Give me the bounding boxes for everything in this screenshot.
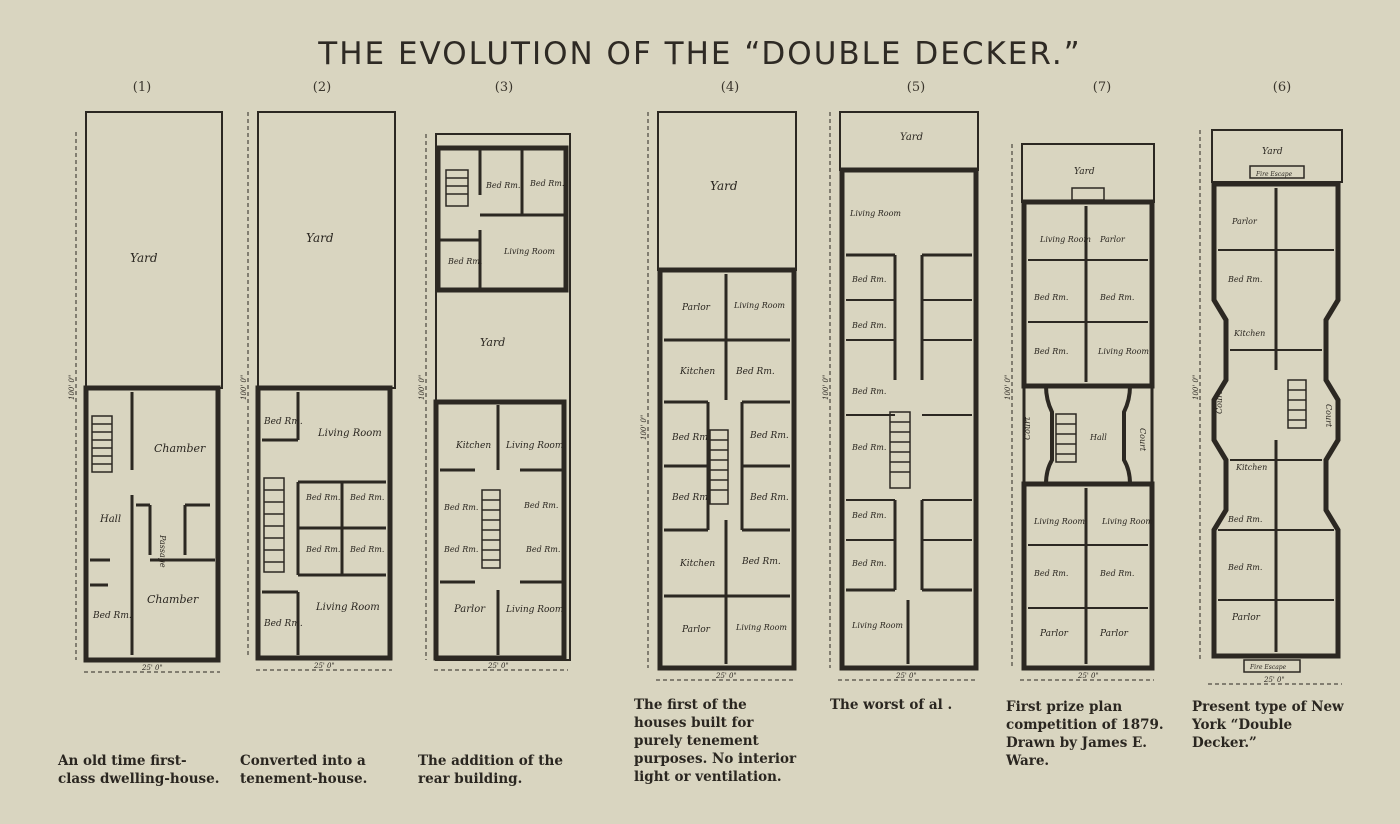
label-parlor: Parlor xyxy=(682,625,710,635)
label-kitchen: Kitchen xyxy=(680,367,716,377)
label-court: Court xyxy=(1324,404,1333,428)
caption-plan-1: An old time first-class dwelling-house. xyxy=(58,753,220,787)
label-yard: Yard xyxy=(306,231,334,245)
label-parlor: Parlor xyxy=(454,604,486,615)
room-labels xyxy=(92,132,1333,671)
caption-plan-7: First prize plan competition of 1879. Drawn by James E. Ware. xyxy=(1006,699,1164,769)
label-bed-rm: Bed Rm. xyxy=(852,559,887,568)
plan-number-4: (4) xyxy=(720,80,740,95)
plan-number-3: (3) xyxy=(494,80,514,95)
label-bed-rm: Bed Rm. xyxy=(444,545,479,554)
label-bed-rm: Bed Rm. xyxy=(350,545,385,554)
label-kitchen: Kitchen xyxy=(680,559,716,569)
label-bed-rm: Bed Rm. xyxy=(1100,293,1135,302)
label-parlor: Parlor xyxy=(1232,613,1260,623)
label-bed-rm: Bed Rm. xyxy=(448,257,483,266)
label-fire-escape: Fire Escape xyxy=(1250,664,1287,671)
label-yard: Yard xyxy=(900,132,923,143)
label-bed-rm: Bed Rm. xyxy=(1034,347,1069,356)
label-bed-rm: Bed Rm. xyxy=(742,557,781,567)
label-bed-rm: Bed Rm. xyxy=(486,181,521,190)
label-chamber: Chamber xyxy=(147,593,199,606)
label-court: Court xyxy=(1215,390,1224,414)
label-living-room: Living Room xyxy=(504,247,556,256)
label-bed-rm: Bed Rm. xyxy=(852,275,887,284)
caption-plan-5: The worst of al . xyxy=(830,697,953,713)
label-bed-rm: Bed Rm. xyxy=(306,493,341,502)
label-court: Court xyxy=(1138,428,1147,452)
label-yard: Yard xyxy=(1262,147,1283,157)
label-living-room: Living Room xyxy=(1098,347,1150,356)
label-bed-rm: Bed Rm. xyxy=(852,511,887,520)
label-kitchen: Kitchen xyxy=(1234,329,1266,338)
dimension-width: 25' 0" xyxy=(488,662,509,670)
dimension-depth: 100' 0" xyxy=(1192,374,1200,400)
dimension-depth: 100' 0" xyxy=(68,374,76,400)
dimension-width: 25' 0" xyxy=(1078,672,1099,680)
label-parlor: Parlor xyxy=(1100,629,1128,639)
floor-plan-1 xyxy=(76,112,222,672)
caption-plan-6: Present type of New York “Double Decker.” xyxy=(1192,699,1344,751)
label-yard: Yard xyxy=(1074,167,1095,177)
label-bed-rm: Bed Rm. xyxy=(1228,563,1263,572)
label-bed-rm: Bed Rm. xyxy=(444,503,479,512)
label-living-room: Living Room xyxy=(1040,235,1092,244)
label-kitchen: Kitchen xyxy=(456,441,492,451)
label-chamber: Chamber xyxy=(154,442,206,455)
label-parlor: Parlor xyxy=(1100,235,1125,244)
label-bed-rm: Bed Rm. xyxy=(672,433,711,443)
floor-plan-5 xyxy=(830,112,978,680)
label-yard: Yard xyxy=(480,336,506,349)
label-bed-rm: Bed Rm. xyxy=(750,431,789,441)
dimension-width: 25' 0" xyxy=(314,662,335,670)
label-living-room: Living Room xyxy=(316,602,380,613)
label-bed-rm: Bed Rm. xyxy=(1100,569,1135,578)
label-fire-escape: Fire Escape xyxy=(1256,171,1293,178)
label-living-room: Living Room xyxy=(850,209,902,218)
dimension-depth: 100' 0" xyxy=(240,374,248,400)
label-bed-rm: Bed Rm. xyxy=(530,179,565,188)
label-bed-rm: Bed Rm. xyxy=(350,493,385,502)
caption-plan-2: Converted into a tenement-house. xyxy=(240,753,368,787)
label-bed-rm: Bed Rm. xyxy=(1228,515,1263,524)
dimension-width: 25' 0" xyxy=(896,672,917,680)
label-passage: Passage xyxy=(158,535,167,568)
label-parlor: Parlor xyxy=(682,303,710,313)
label-parlor: Parlor xyxy=(1040,629,1068,639)
label-court: Court xyxy=(1023,416,1032,440)
label-living-room: Living Room xyxy=(506,605,564,615)
plan-number-6: (6) xyxy=(1272,80,1292,95)
label-bed-rm: Bed Rm. xyxy=(306,545,341,554)
dimension-width: 25' 0" xyxy=(1264,676,1285,684)
label-living-room: Living Room xyxy=(736,623,788,632)
caption-plan-3: The addition of the rear building. xyxy=(418,753,563,787)
label-living-room: Living Room xyxy=(1034,517,1086,526)
label-bed-rm: Bed Rm. xyxy=(852,387,887,396)
label-living-room: Living Room xyxy=(1102,517,1154,526)
label-living-room: Living Room xyxy=(318,428,382,439)
dimension-width: 25' 0" xyxy=(142,664,163,672)
floor-plan-3 xyxy=(426,134,570,670)
label-bed-rm: Bed Rm. xyxy=(526,545,561,554)
plan-number-7: (7) xyxy=(1092,80,1112,95)
floor-plan-2 xyxy=(248,112,395,670)
dimension-depth: 100' 0" xyxy=(1004,374,1012,400)
floor-plan-7 xyxy=(1012,144,1154,680)
label-yard: Yard xyxy=(130,251,158,265)
plan-number-5: (5) xyxy=(906,80,926,95)
label-bed-rm: Bed Rm. xyxy=(1034,569,1069,578)
label-bed-rm: Bed Rm. xyxy=(524,501,559,510)
label-bed-rm: Bed Rm. xyxy=(1228,275,1263,284)
label-bed-rm: Bed Rm. xyxy=(264,417,303,427)
dimension-depth: 100' 0" xyxy=(640,414,648,440)
label-hall: Hall xyxy=(1090,433,1107,442)
plan-number-1: (1) xyxy=(132,80,152,95)
page-title: THE EVOLUTION OF THE “DOUBLE DECKER.” xyxy=(318,36,1082,72)
label-parlor: Parlor xyxy=(1232,217,1257,226)
plan-number-2: (2) xyxy=(312,80,332,95)
label-living-room: Living Room xyxy=(734,301,786,310)
label-hall: Hall xyxy=(100,514,122,525)
label-bed-rm: Bed Rm. xyxy=(852,321,887,330)
floor-plan-4 xyxy=(648,112,796,680)
label-bed-rm: Bed Rm. xyxy=(736,367,775,377)
label-bed-rm: Bed Rm. xyxy=(852,443,887,452)
label-yard: Yard xyxy=(710,179,738,193)
label-living-room: Living Room xyxy=(852,621,904,630)
label-kitchen: Kitchen xyxy=(1236,463,1268,472)
label-bed-rm: Bed Rm. xyxy=(93,611,132,621)
caption-plan-4: The first of the houses built for purely tenement purposes. No interior light or ventilation. xyxy=(634,697,797,785)
label-bed-rm: Bed Rm. xyxy=(1034,293,1069,302)
label-bed-rm: Bed Rm. xyxy=(750,493,789,503)
dimension-width: 25' 0" xyxy=(716,672,737,680)
label-bed-rm: Bed Rm. xyxy=(264,619,303,629)
dimension-depth: 100' 0" xyxy=(418,374,426,400)
dimension-depth: 100' 0" xyxy=(822,374,830,400)
label-living-room: Living Room xyxy=(506,441,564,451)
label-bed-rm: Bed Rm. xyxy=(672,493,711,503)
